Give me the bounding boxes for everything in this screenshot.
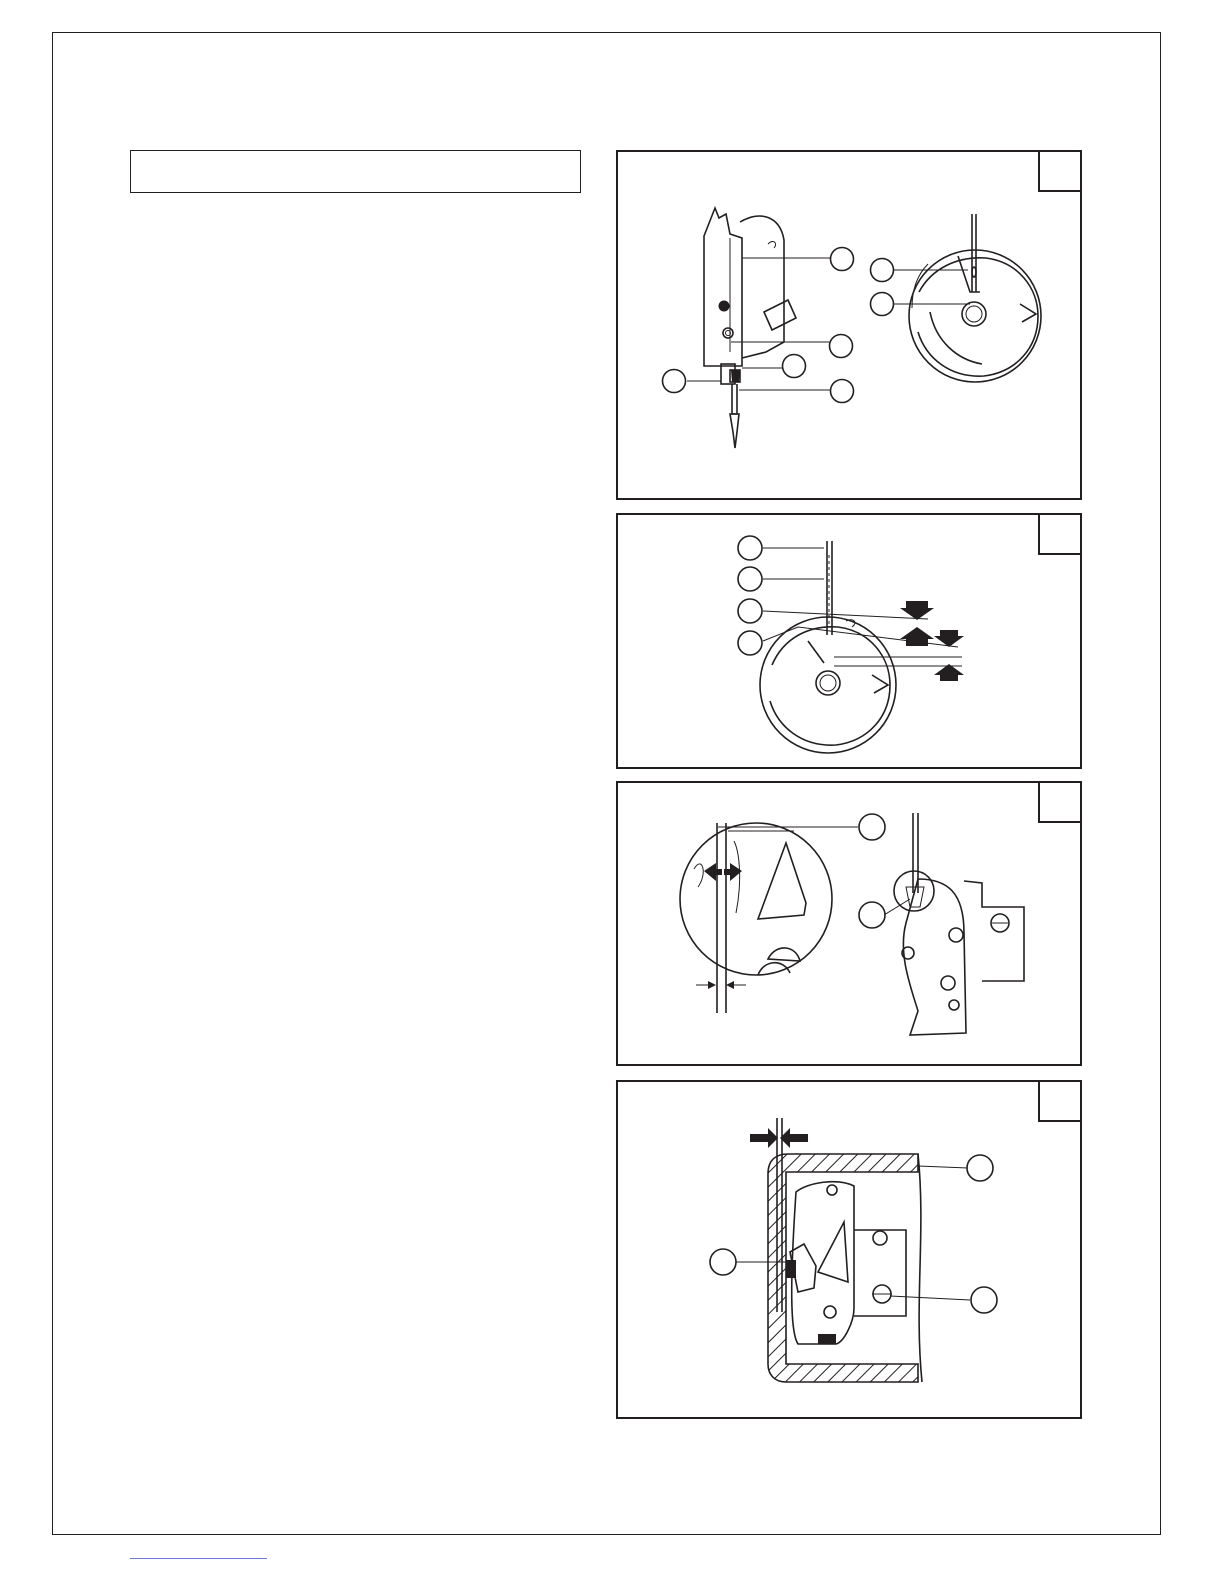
arrow-right-icon (704, 863, 722, 881)
needle-drawing (827, 541, 832, 635)
arrow-right-icon (750, 1128, 778, 1148)
figure-4-panel (616, 1080, 1082, 1419)
callout-circle (783, 355, 806, 378)
callout-circle (738, 599, 762, 623)
callout-circle (663, 370, 686, 393)
callout-circle (830, 335, 853, 358)
figure-4-illustration (618, 1082, 1084, 1421)
callout-circle (871, 259, 894, 282)
callout-circle (738, 631, 762, 655)
face-plate-drawing (687, 208, 796, 448)
hook-drawing (760, 617, 896, 753)
arrow-left-icon (780, 1128, 808, 1148)
heading-box (130, 150, 581, 193)
callout-circle (710, 1249, 736, 1275)
footer-rule (130, 1558, 267, 1559)
rotary-hook-drawing (909, 214, 1041, 382)
figure-1-panel (616, 150, 1082, 500)
callout-circle (831, 248, 854, 271)
callout-circle (967, 1155, 993, 1181)
callout-circle (871, 293, 894, 316)
hook-assembly-drawing (894, 813, 1024, 1035)
figure-2-illustration (618, 515, 1084, 771)
callout-circle (738, 536, 762, 560)
callout-circle (831, 380, 854, 403)
down-arrow-icon (900, 601, 934, 620)
figure-2-panel (616, 513, 1082, 769)
magnified-detail-drawing (680, 823, 832, 1013)
figure-3-panel (616, 781, 1082, 1066)
figure-1-illustration (618, 152, 1084, 502)
up-arrow-icon (934, 664, 964, 681)
callout-circle (859, 902, 885, 928)
callout-circle (738, 567, 762, 591)
figure-3-illustration (618, 783, 1084, 1068)
callout-circle (971, 1287, 997, 1313)
callout-circle (859, 814, 885, 840)
hook-assembly-drawing (786, 1182, 906, 1344)
